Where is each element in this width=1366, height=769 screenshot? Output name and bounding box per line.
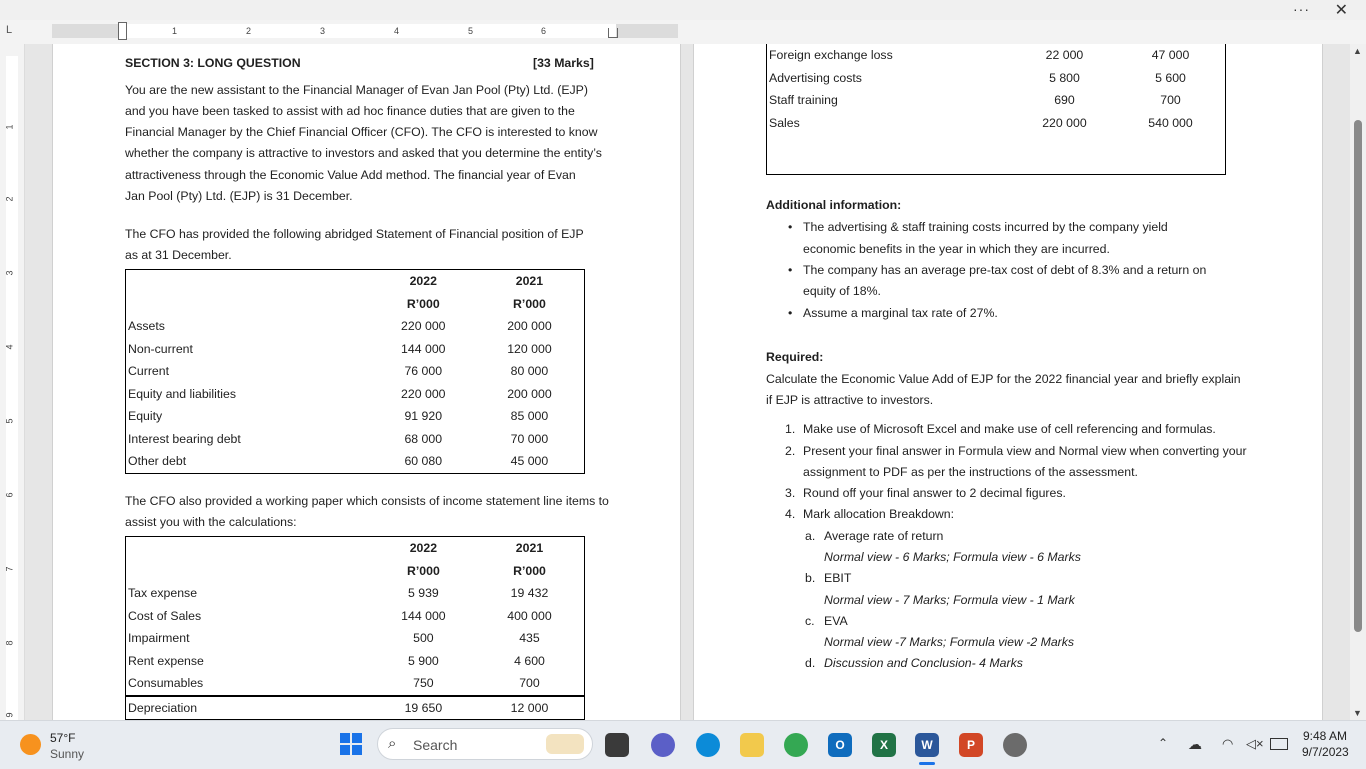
wifi-icon[interactable]: ◠ xyxy=(1222,736,1234,751)
cell: 22 000 xyxy=(1045,48,1084,63)
excel-icon[interactable]: X xyxy=(872,733,896,757)
ruler-number: 1 xyxy=(4,124,15,130)
cell: 5 600 xyxy=(1155,70,1186,85)
chat-icon[interactable] xyxy=(651,733,675,757)
settings-gear-icon[interactable] xyxy=(1003,733,1027,757)
ruler-number: 4 xyxy=(4,344,15,350)
list-item: Mark allocation Breakdown: xyxy=(803,507,955,521)
search-placeholder: Search xyxy=(413,737,458,753)
cell: 500 xyxy=(413,631,434,646)
cell: 70 000 xyxy=(510,431,549,446)
show-hidden-icons-chevron[interactable]: ⌃ xyxy=(1158,736,1169,750)
sublist-letter: b. xyxy=(805,571,816,585)
ruler-number: 2 xyxy=(4,196,15,202)
ruler-margin-right xyxy=(616,24,678,38)
section-heading: SECTION 3: LONG QUESTION xyxy=(125,56,301,70)
bullet-text: The advertising & staff training costs incurred by the company yield xyxy=(803,220,1168,234)
paragraph-line: The CFO also provided a working paper which consists of income statement line items to xyxy=(125,494,609,508)
sublist-detail: Normal view - 6 Marks; Formula view - 6 Marks xyxy=(824,550,1081,564)
paragraph-line: Jan Pool (Pty) Ltd. (EJP) is 31 December. xyxy=(125,189,353,203)
cell: 80 000 xyxy=(510,364,549,379)
title-bar xyxy=(0,0,1366,20)
ruler-number: 6 xyxy=(541,26,547,36)
document-page-left[interactable] xyxy=(52,44,681,720)
cell: 19 432 xyxy=(510,586,549,601)
ruler-number: 3 xyxy=(320,26,326,36)
cell: 690 xyxy=(1054,93,1075,108)
edge-browser-icon[interactable] xyxy=(696,733,720,757)
sublist-item: EVA xyxy=(824,614,848,628)
sublist-detail: Normal view - 7 Marks; Formula view - 1 Mark xyxy=(824,593,1075,607)
cell: 5 800 xyxy=(1049,70,1080,85)
bullet-text: The company has an average pre-tax cost of debt of 8.3% and a return on xyxy=(803,263,1207,277)
cell: 45 000 xyxy=(510,454,549,469)
more-options-icon[interactable]: ··· xyxy=(1293,1,1310,17)
volume-icon[interactable]: ◁× xyxy=(1246,736,1264,751)
document-canvas[interactable] xyxy=(25,44,1350,720)
ruler-number: 8 xyxy=(4,640,15,646)
scroll-up-icon[interactable]: ▲ xyxy=(1353,46,1362,56)
list-item: Present your final answer in Formula view and Normal view when converting your xyxy=(803,444,1247,458)
onedrive-icon[interactable]: ☁ xyxy=(1188,736,1202,752)
horizontal-ruler[interactable] xyxy=(0,20,1366,45)
ruler-number: 2 xyxy=(246,26,252,36)
cell: 120 000 xyxy=(507,341,552,356)
cell: 200 000 xyxy=(507,386,552,401)
required-heading: Required: xyxy=(766,350,824,364)
file-explorer-icon[interactable] xyxy=(740,733,764,757)
paragraph-line: as at 31 December. xyxy=(125,248,232,262)
cell: 5 939 xyxy=(408,586,439,601)
table-header-row xyxy=(126,560,585,583)
bullet-icon: • xyxy=(788,263,793,277)
table-row xyxy=(126,315,585,338)
unit-header: R’000 xyxy=(513,563,546,578)
clock-time[interactable]: 9:48 AM xyxy=(1303,729,1348,743)
row-label: Foreign exchange loss xyxy=(769,48,893,63)
paragraph-line: attractiveness through the Economic Value Add method. The financial year of Evan xyxy=(125,168,576,182)
column-header: 2021 xyxy=(515,274,544,289)
paragraph-line: You are the new assistant to the Financial Manager of Evan Jan Pool (Pty) Ltd. (EJP) xyxy=(125,83,588,97)
row-label: Impairment xyxy=(128,631,190,646)
taskbar-search-box[interactable] xyxy=(377,728,593,760)
unit-header: R’000 xyxy=(406,296,440,311)
additional-info-heading: Additional information: xyxy=(766,198,902,212)
ruler-number: 5 xyxy=(468,26,474,36)
table-row xyxy=(767,67,1226,90)
tab-selector[interactable]: L xyxy=(6,24,13,36)
row-label: Advertising costs xyxy=(769,70,862,85)
cell: 220 000 xyxy=(401,319,446,334)
row-label: Cost of Sales xyxy=(128,608,202,623)
list-number: 3. xyxy=(785,486,796,500)
cell: 60 080 xyxy=(404,454,443,469)
bullet-text: economic benefits in the year in which they are incurred. xyxy=(803,242,1110,256)
list-number: 2. xyxy=(785,444,796,458)
weather-widget[interactable] xyxy=(20,731,140,761)
ruler-number: 5 xyxy=(4,418,15,424)
unit-header: R’000 xyxy=(406,563,440,578)
scrollbar-thumb[interactable] xyxy=(1354,120,1362,632)
cell: 76 000 xyxy=(404,364,443,379)
cell: 435 xyxy=(519,631,540,646)
table-row xyxy=(126,696,585,720)
ruler-number: 1 xyxy=(172,26,178,36)
sublist-detail: Normal view -7 Marks; Formula view -2 Marks xyxy=(824,635,1075,649)
table-row xyxy=(126,383,585,406)
row-label: Equity xyxy=(128,409,163,424)
cell: 85 000 xyxy=(510,409,549,424)
paragraph-line: if EJP is attractive to investors. xyxy=(766,393,934,407)
cell: 5 900 xyxy=(408,653,439,668)
table-row xyxy=(767,89,1226,112)
sublist-letter: d. xyxy=(805,656,816,670)
income-statement-table xyxy=(125,536,585,720)
vertical-scrollbar[interactable] xyxy=(1350,44,1366,720)
document-page-right[interactable] xyxy=(693,44,1323,720)
indent-marker[interactable] xyxy=(118,22,127,40)
list-number: 1. xyxy=(785,422,796,436)
search-highlight-icon xyxy=(546,734,584,754)
scroll-down-icon[interactable]: ▼ xyxy=(1353,708,1362,718)
bullet-icon: • xyxy=(788,220,793,234)
cell: 750 xyxy=(413,676,434,691)
row-label: Consumables xyxy=(128,676,204,691)
sublist-letter: c. xyxy=(805,614,815,628)
ruler-number: 7 xyxy=(4,566,15,572)
column-header: 2021 xyxy=(515,541,544,556)
list-item: Make use of Microsoft Excel and make use of cell referencing and formulas. xyxy=(803,422,1216,436)
table-row xyxy=(126,650,585,673)
cell: 220 000 xyxy=(401,386,446,401)
paragraph-line: whether the company is attractive to investors and asked that you determine the entity’s xyxy=(125,146,602,160)
sublist-item: EBIT xyxy=(824,571,852,585)
paragraph-line: Calculate the Economic Value Add of EJP for the 2022 financial year and briefly explain xyxy=(766,372,1241,386)
cell: 91 920 xyxy=(404,409,443,424)
row-label: Assets xyxy=(128,319,165,334)
table-row xyxy=(126,582,585,605)
table-row xyxy=(126,360,585,383)
clock-date[interactable]: 9/7/2023 xyxy=(1302,745,1349,759)
table-header-row xyxy=(126,270,585,293)
sublist-item: Discussion and Conclusion- 4 Marks xyxy=(824,656,1023,670)
bullet-text: Assume a marginal tax rate of 27%. xyxy=(803,306,998,320)
column-header: 2022 xyxy=(409,274,437,289)
table-header-row xyxy=(126,537,585,560)
sublist-letter: a. xyxy=(805,529,816,543)
ruler-text-area xyxy=(6,56,18,720)
row-label: Tax expense xyxy=(128,586,198,601)
sun-icon xyxy=(20,734,41,755)
table-row xyxy=(126,338,585,361)
row-label: Interest bearing debt xyxy=(128,431,241,446)
cell: 700 xyxy=(519,676,540,691)
table-row xyxy=(767,134,1226,175)
search-icon: ⌕ xyxy=(388,735,397,752)
close-icon[interactable]: ✕ xyxy=(1334,2,1348,19)
cell: 19 650 xyxy=(404,700,443,715)
chrome-browser-icon[interactable] xyxy=(784,733,808,757)
table-row xyxy=(126,627,585,650)
table-row xyxy=(126,450,585,473)
row-label: Non-current xyxy=(128,341,193,356)
sfp-table xyxy=(125,269,585,474)
paragraph-line: Financial Manager by the Chief Financial Officer (CFO). The CFO is interested to know xyxy=(125,125,598,139)
right-indent-marker[interactable] xyxy=(608,28,618,38)
cell: 540 000 xyxy=(1148,115,1193,130)
paragraph-line: and you have been tasked to assist with ad hoc finance duties that are given to the xyxy=(125,104,575,118)
weather-temperature: 57°F xyxy=(50,731,76,745)
word-icon[interactable]: W xyxy=(915,733,939,757)
task-view-icon[interactable] xyxy=(605,733,629,757)
ruler-number: 3 xyxy=(4,270,15,276)
cell: 400 000 xyxy=(507,608,552,623)
row-label: Other debt xyxy=(128,454,187,469)
list-number: 4. xyxy=(785,507,796,521)
word-active-indicator xyxy=(919,762,935,765)
outlook-icon[interactable]: O xyxy=(828,733,852,757)
ruler-number: 4 xyxy=(394,26,400,36)
cell: 68 000 xyxy=(404,431,443,446)
table-header-row xyxy=(126,293,585,316)
row-label: Staff training xyxy=(769,93,838,108)
weather-description: Sunny xyxy=(50,747,85,761)
row-label: Rent expense xyxy=(128,653,204,668)
list-item: Round off your final answer to 2 decimal figures. xyxy=(803,486,1066,500)
bullet-text: equity of 18%. xyxy=(803,284,881,298)
list-item: assignment to PDF as per the instructions of the assessment. xyxy=(803,465,1138,479)
battery-icon[interactable] xyxy=(1270,738,1288,750)
row-label: Current xyxy=(128,364,170,379)
table-row xyxy=(767,44,1226,67)
table-row xyxy=(126,672,585,696)
row-label: Sales xyxy=(769,115,800,130)
cell: 12 000 xyxy=(510,700,549,715)
cell: 200 000 xyxy=(507,319,552,334)
table-row xyxy=(767,112,1226,135)
paragraph-line: assist you with the calculations: xyxy=(125,515,297,529)
marks-label: [33 Marks] xyxy=(533,56,594,70)
cell: 700 xyxy=(1160,93,1181,108)
vertical-ruler[interactable] xyxy=(0,44,25,720)
windows-start-icon[interactable] xyxy=(340,733,362,755)
table-row xyxy=(126,428,585,451)
sublist-item: Average rate of return xyxy=(824,529,944,543)
table-row xyxy=(126,405,585,428)
cell: 220 000 xyxy=(1042,115,1087,130)
row-label: Equity and liabilities xyxy=(128,386,237,401)
paragraph-line: The CFO has provided the following abridged Statement of Financial position of EJP xyxy=(125,227,584,241)
powerpoint-icon[interactable]: P xyxy=(959,733,983,757)
cell: 47 000 xyxy=(1151,48,1190,63)
cell: 4 600 xyxy=(514,653,545,668)
income-statement-table-continued xyxy=(766,44,1226,175)
cell: 144 000 xyxy=(401,341,446,356)
cell: 144 000 xyxy=(401,608,446,623)
ruler-number: 6 xyxy=(4,492,15,498)
ruler-margin-left xyxy=(52,24,118,38)
column-header: 2022 xyxy=(409,541,438,556)
unit-header: R’000 xyxy=(513,296,546,311)
table-row xyxy=(126,605,585,628)
row-label: Depreciation xyxy=(128,700,198,715)
bullet-icon: • xyxy=(788,306,793,320)
ruler-number: 9 xyxy=(4,712,15,718)
